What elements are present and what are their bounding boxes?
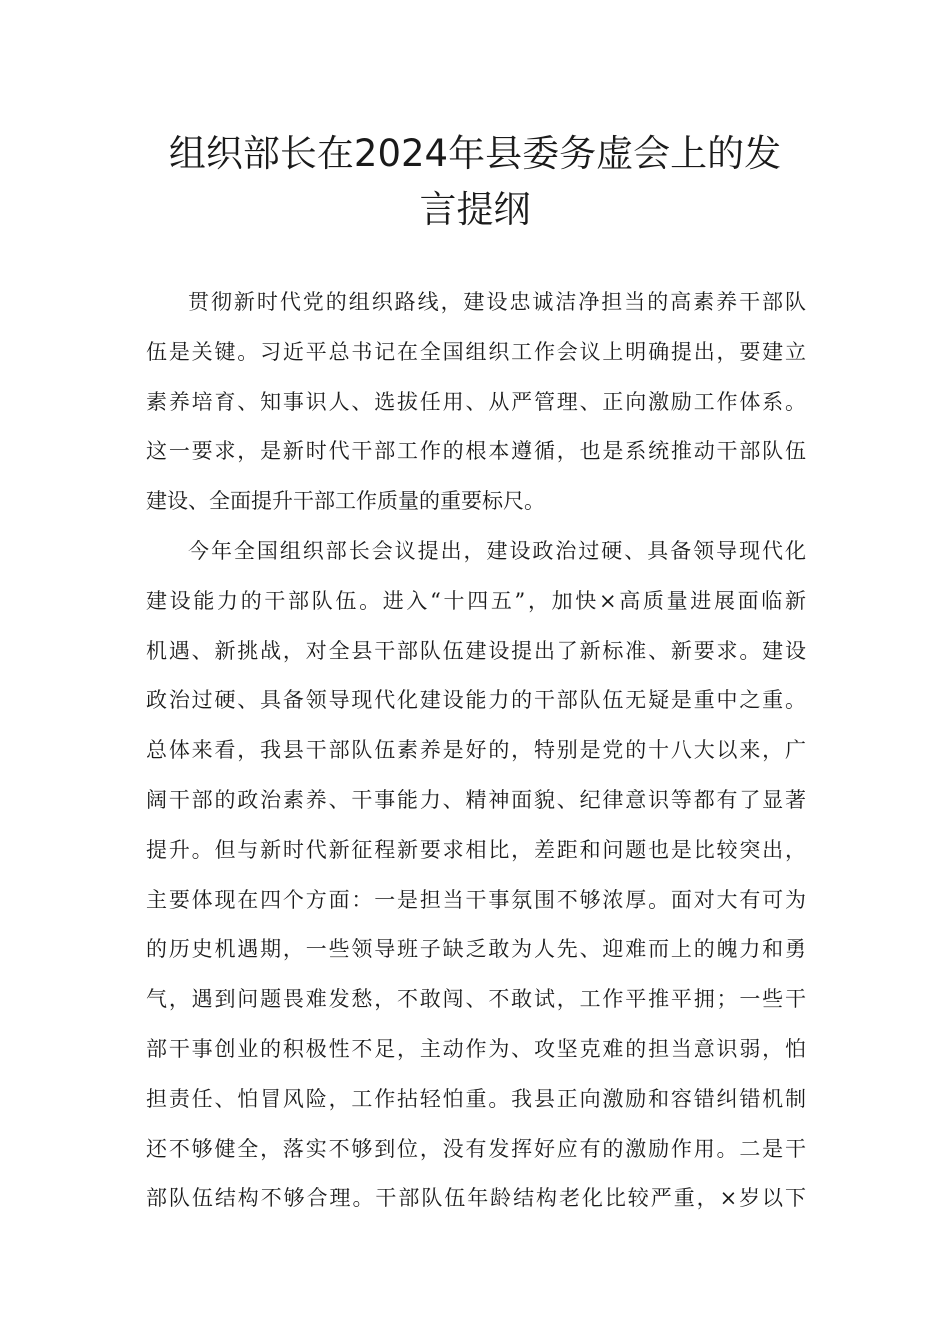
title-line: 组织部长在2024年县委务虚会上的发 <box>168 132 782 175</box>
document-title <box>120 126 830 238</box>
text-line: 伍是关键。习近平总书记在全国组织工作会议上明确提出，要建立 <box>146 339 806 364</box>
text-line: 部队伍结构不够合理。干部队伍年龄结构老化比较严重，×岁以下 <box>146 1186 806 1211</box>
text-line: 阔干部的政治素养、干事能力、精神面貌、纪律意识等都有了显著 <box>146 787 806 812</box>
text-line: 贯彻新时代党的组织路线，建设忠诚洁净担当的高素养干部队 <box>188 290 806 314</box>
text-line: 建设、全面提升干部工作质量的重要标尺。 <box>146 489 545 514</box>
text-line: 总体来看，我县干部队伍素养是好的，特别是党的十八大以来，广 <box>146 738 806 763</box>
text-line: 气，遇到问题畏难发愁，不敢闯、不敢试，工作平推平拥；一些干 <box>146 987 806 1012</box>
text-line: 主要体现在四个方面：一是担当干事氛围不够浓厚。面对大有可为 <box>146 887 806 912</box>
paragraph-1 <box>146 278 806 527</box>
paragraph-2 <box>146 527 806 1224</box>
text-line: 提升。但与新时代新征程新要求相比，差距和问题也是比较突出， <box>146 837 806 862</box>
text-line: 还不够健全，落实不够到位，没有发挥好应有的激励作用。二是干 <box>146 1136 806 1161</box>
text-line: 担责任、怕冒风险，工作拈轻怕重。我县正向激励和容错纠错机制 <box>146 1086 806 1111</box>
text-line: 政治过硬、具备领导现代化建设能力的干部队伍无疑是重中之重。 <box>146 688 806 713</box>
text-line: 今年全国组织部长会议提出，建设政治过硬、具备领导现代化 <box>188 538 806 563</box>
title-line: 言提纲 <box>419 188 531 231</box>
document-body <box>146 278 806 1224</box>
text-line: 素养培育、知事识人、选拔任用、从严管理、正向激励工作体系。 <box>146 389 806 414</box>
text-line: 部干事创业的积极性不足，主动作为、攻坚克难的担当意识弱，怕 <box>146 1036 806 1061</box>
text-line: 这一要求，是新时代干部工作的根本遵循，也是系统推动干部队伍 <box>146 439 806 464</box>
text-line: 机遇、新挑战，对全县干部队伍建设提出了新标准、新要求。建设 <box>146 638 806 663</box>
text-line: 建设能力的干部队伍。进入“十四五”，加快×高质量进展面临新 <box>146 588 806 613</box>
text-line: 的历史机遇期，一些领导班子缺乏敢为人先、迎难而上的魄力和勇 <box>146 937 806 962</box>
